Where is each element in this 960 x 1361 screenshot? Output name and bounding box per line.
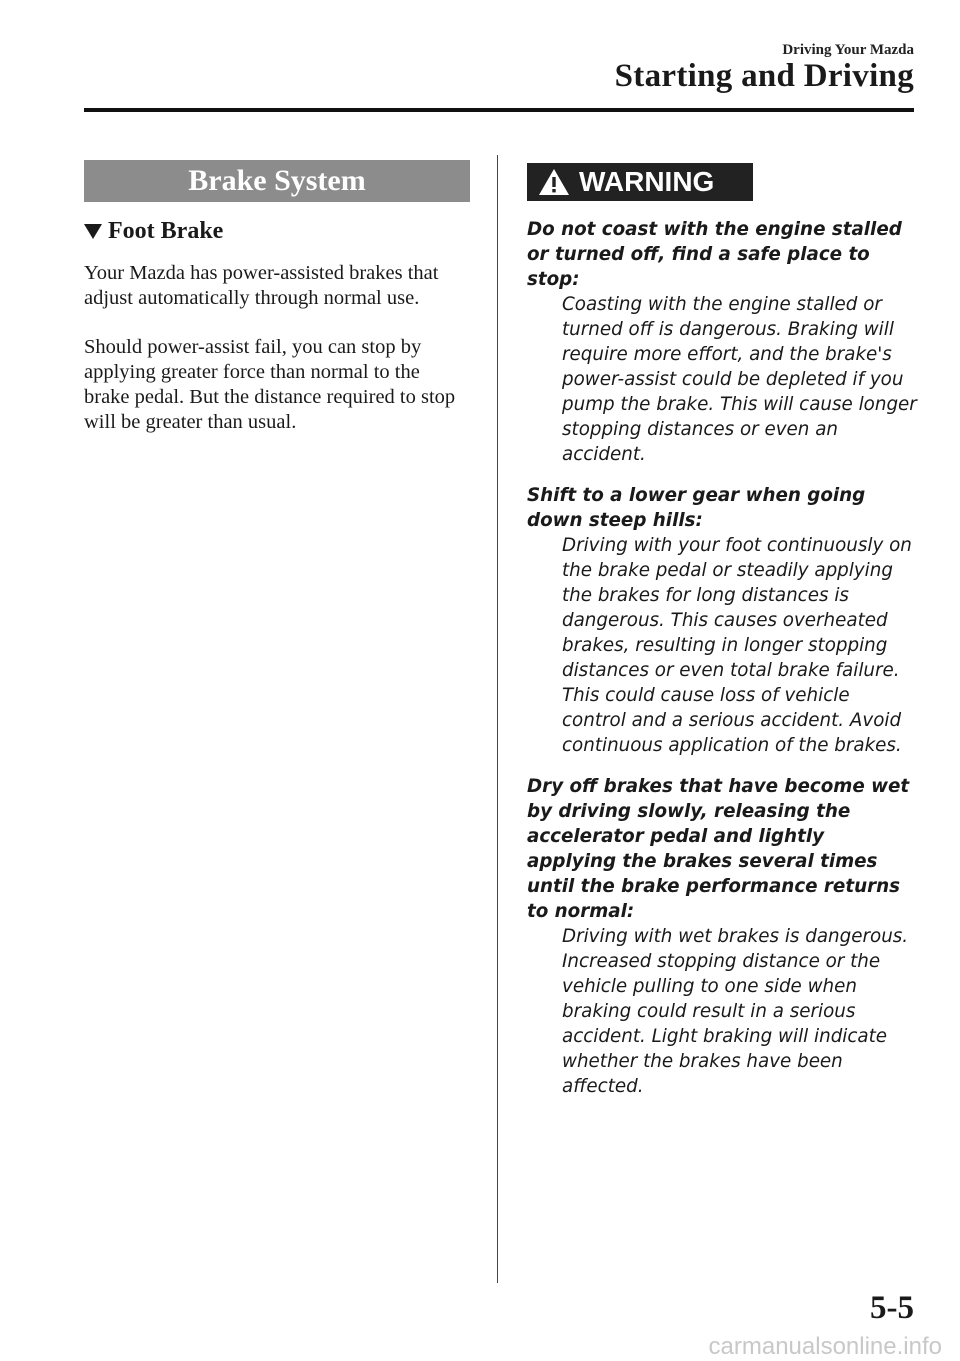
header-rule <box>84 108 914 112</box>
chapter-title: Driving Your Mazda <box>782 42 914 58</box>
column-divider <box>497 155 498 1283</box>
warning-item <box>527 774 917 1099</box>
body-paragraph: Should power-assist fail, you can stop by applying greater force than normal to the brake pedal. But the distance required to stop will be greater than usual. <box>84 336 456 433</box>
warning-heading: Shift to a lower gear when going down steep hills: <box>527 485 866 531</box>
warning-triangle-icon <box>537 167 571 197</box>
subheading <box>84 218 470 245</box>
warning-body: Coasting with the engine stalled or turned off is dangerous. Braking will require more effort, and the brake's power-assist could be depleted if you pump the brake. This will cause longer stopping distances or even an accident. <box>562 294 917 465</box>
page-number: 5-5 <box>870 1290 914 1326</box>
warning-item <box>527 483 917 758</box>
warning-heading: Do not coast with the engine stalled or turned off, find a safe place to stop: <box>527 219 902 290</box>
warning-heading: Dry off brakes that have become wet by driving slowly, releasing the accelerator pedal and lightly applying the brakes several times until the brake performance returns to normal: <box>527 776 910 922</box>
warning-column <box>527 163 917 1099</box>
warning-banner <box>527 163 753 201</box>
section-banner <box>84 160 470 202</box>
watermark: carmanualsonline.info <box>708 1333 942 1360</box>
warning-body: Driving with wet brakes is dangerous. Increased stopping distance or the vehicle pulling to one side when braking could result in a serious accident. Light braking will indicate whether the brakes have been affected. <box>562 926 909 1097</box>
warning-body: Driving with your foot continuously on the brake pedal or steadily applying the brakes for long distances is dangerous. This causes overheated brakes, resulting in longer stopping distances or even total brake failure. This could cause loss of vehicle control and a serious accident. Avoid continuous application of the brakes. <box>562 535 912 756</box>
warning-item <box>527 217 917 467</box>
section-title: Brake System <box>188 164 366 197</box>
left-column <box>84 160 470 435</box>
section-header-title: Starting and Driving <box>614 58 914 94</box>
subheading-text: Foot Brake <box>108 218 224 244</box>
body-paragraph: Your Mazda has power-assisted brakes that adjust automatically through normal use. <box>84 262 439 309</box>
warning-label: WARNING <box>579 166 715 197</box>
down-triangle-icon <box>84 224 102 239</box>
